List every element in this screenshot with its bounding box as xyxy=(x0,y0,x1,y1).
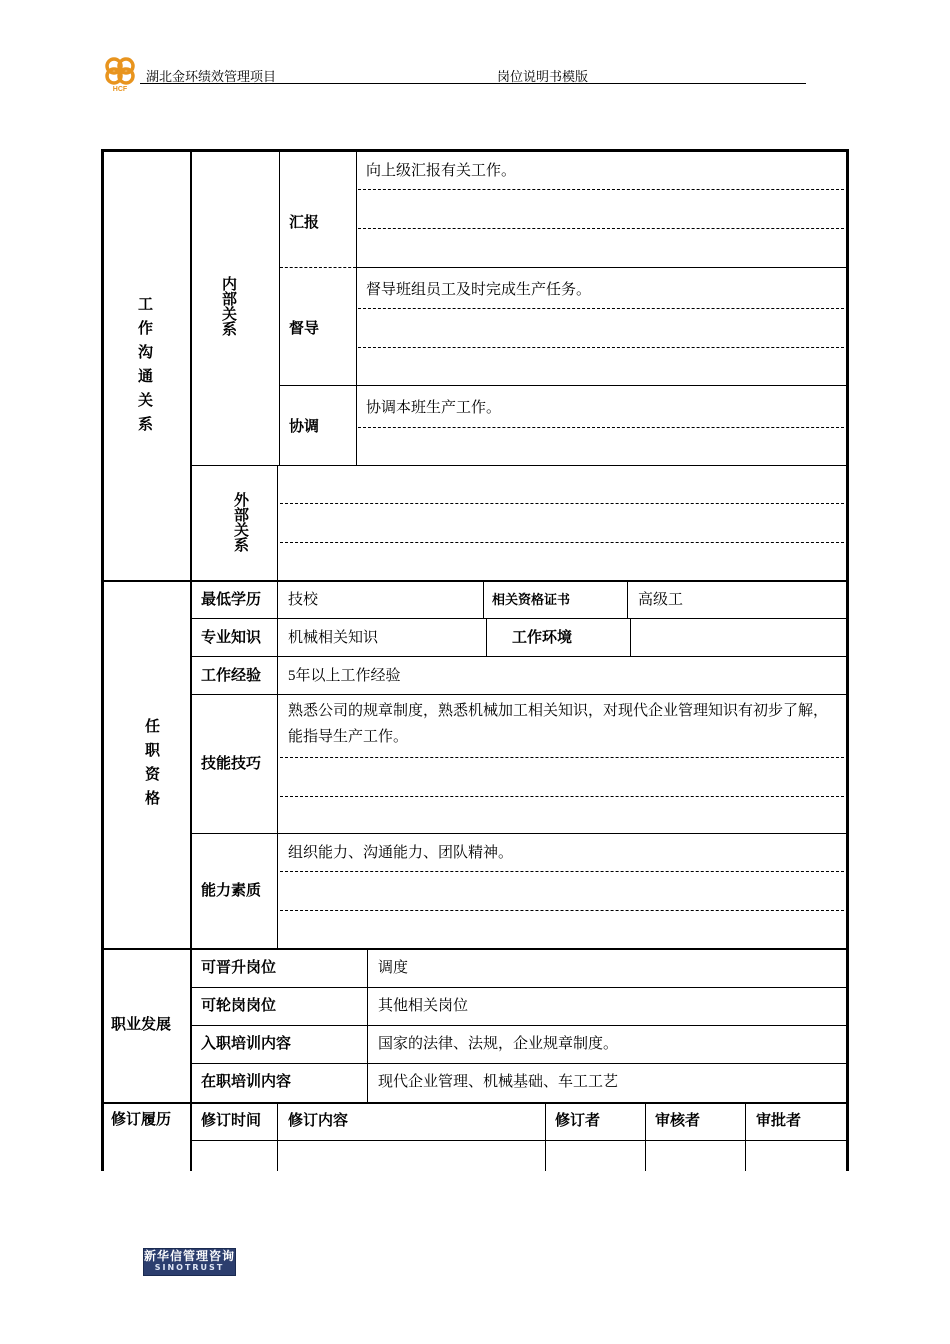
rotation-label: 可轮岗岗位 xyxy=(201,997,277,1014)
knowledge-value: 机械相关知识 xyxy=(288,630,379,646)
skills-label: 技能技巧 xyxy=(201,755,262,772)
internal-relations-label: 内部关系 xyxy=(220,276,237,336)
environment-label: 工作环境 xyxy=(512,629,573,646)
coordinate-label: 协调 xyxy=(289,418,320,435)
svg-text:HCF: HCF xyxy=(112,86,128,92)
education-value: 技校 xyxy=(288,592,319,608)
report-label: 汇报 xyxy=(289,214,320,231)
inservice-label: 在职培训内容 xyxy=(201,1073,292,1090)
sinotrust-logo xyxy=(143,1248,236,1276)
certificate-label: 相关资格证书 xyxy=(492,592,571,607)
logo-cn-text: 新华信管理咨询 xyxy=(144,1249,236,1263)
external-relations-label: 外部关系 xyxy=(232,492,249,552)
experience-value: 5年以上工作经验 xyxy=(288,668,401,684)
coordinate-content: 协调本班生产工作。 xyxy=(366,400,502,416)
reviser-header: 修订者 xyxy=(555,1112,601,1129)
approver-header: 审批者 xyxy=(756,1112,802,1129)
header-project: 湖北金环绩效管理项目 xyxy=(146,69,277,84)
section-career: 职业发展 xyxy=(111,1016,172,1033)
promotion-value: 调度 xyxy=(378,960,409,976)
certificate-value: 高级工 xyxy=(638,592,684,608)
hcf-logo xyxy=(100,54,140,92)
ability-label: 能力素质 xyxy=(201,882,262,899)
header-rule xyxy=(140,83,806,84)
auditor-header: 审核者 xyxy=(655,1112,701,1129)
experience-label: 工作经验 xyxy=(201,667,262,684)
onboarding-value: 国家的法律、法规，企业规章制度。 xyxy=(378,1036,619,1052)
supervise-content: 督导班组员工及时完成生产任务。 xyxy=(366,282,592,298)
header-doc-title: 岗位说明书模版 xyxy=(497,69,589,84)
inservice-value: 现代企业管理、机械基础、车工工艺 xyxy=(378,1074,619,1090)
onboarding-label: 入职培训内容 xyxy=(201,1035,292,1052)
rotation-value: 其他相关岗位 xyxy=(378,998,469,1014)
supervise-label: 督导 xyxy=(289,320,320,337)
education-label: 最低学历 xyxy=(201,591,262,608)
section-revision: 修订履历 xyxy=(111,1111,172,1128)
section-qualification: 任职资格 xyxy=(143,718,160,814)
revision-content-header: 修订内容 xyxy=(288,1112,349,1129)
ability-value: 组织能力、沟通能力、团队精神。 xyxy=(288,844,514,861)
logo-en-text: SINOTRUST xyxy=(154,1263,225,1272)
skills-value: 熟悉公司的规章制度，熟悉机械加工相关知识，对现代企业管理知识有初步了解，能指导生产工作。 xyxy=(288,702,829,745)
promotion-label: 可晋升岗位 xyxy=(201,959,277,976)
report-content: 向上级汇报有关工作。 xyxy=(366,163,517,179)
section-communication: 工作沟通关系 xyxy=(136,296,153,440)
knowledge-label: 专业知识 xyxy=(201,629,262,646)
revision-time-header: 修订时间 xyxy=(201,1112,262,1129)
